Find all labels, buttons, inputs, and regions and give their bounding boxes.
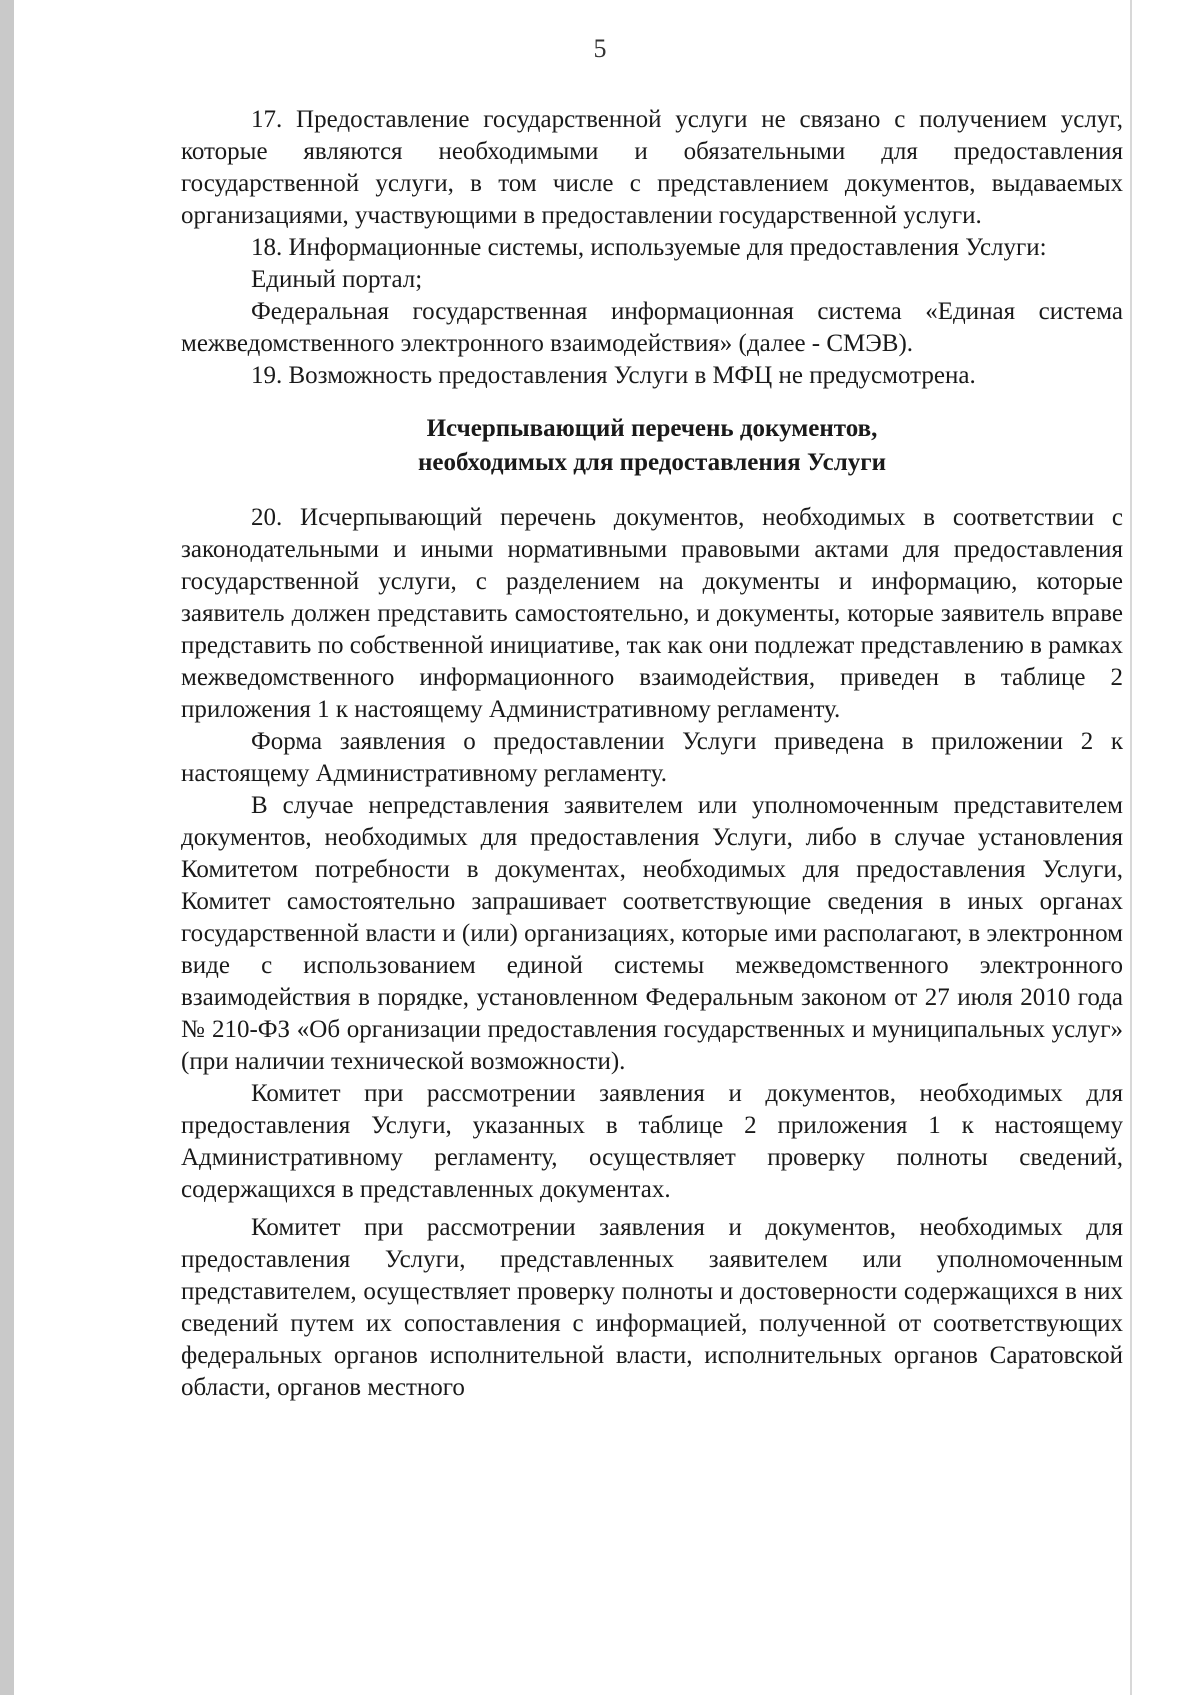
section-heading-line-2: необходимых для предоставления Услуги <box>418 449 886 476</box>
paragraph-17: 17. Предоставление государственной услуги не связано с получением услуг, которые являются необходимыми и обязательными для предоставления государственной услуги, в том числе с представлением документов, выдаваемых организациями, участвующими в предоставлении государственной услуги. <box>181 106 1123 229</box>
paragraph-20: 20. Исчерпывающий перечень документов, необходимых в соответствии с законодательными и иными нормативными правовыми актами для предоставления государственной услуги, с разделением на документы и информацию, которые заявитель должен представить самостоятельно, и документы, которые заявитель вправе представить по собственной инициативе, так как они подлежат представлению в рамках межведомственного информационного взаимодействия, приведен в таблице 2 приложения 1 к настоящему Административному регламенту. <box>181 504 1123 723</box>
section-heading-line-1: Исчерпывающий перечень документов, <box>426 415 878 442</box>
paragraph-application-form: Форма заявления о предоставлении Услуги приведена в приложении 2 к настоящему Административному регламенту. <box>181 728 1123 787</box>
paragraph-18: 18. Информационные системы, используемые для предоставления Услуги: <box>251 234 1047 261</box>
paragraph-interagency-request: В случае непредставления заявителем или уполномоченным представителем документов, необходимых для предоставления Услуги, либо в случае установления Комитетом потребности в документах, необходимых для предоставления Услуги, Комитет самостоятельно запрашивает соответствующие сведения в иных органах государственной власти и (или) организациях, которые ими располагают, в электронном виде с использованием единой системы межведомственного электронного взаимодействия в порядке, установленном Федеральным законом от 27 июля 2010 года № 210-ФЗ «Об организации предоставления государственных и муниципальных услуг» (при наличии технической возможности). <box>181 792 1123 1075</box>
paragraph-completeness-check: Комитет при рассмотрении заявления и документов, необходимых для предоставления Услуги, указанных в таблице 2 приложения 1 к настоящему Административному регламенту, осуществляет проверку полноты сведений, содержащихся в представленных документах. <box>181 1080 1123 1203</box>
paragraph-18-item-smev: Федеральная государственная информационная система «Единая система межведомственного электронного взаимодействия» (далее - СМЭВ). <box>181 298 1123 357</box>
paragraph-18-item-portal: Единый портал; <box>251 266 423 293</box>
section-heading <box>181 412 1123 480</box>
page-number: 5 <box>593 34 607 63</box>
paragraph-reliability-check: Комитет при рассмотрении заявления и документов, необходимых для предоставления Услуги, представленных заявителем или уполномоченным представителем, осуществляет проверку полноты и достоверности содержащихся в них сведений путем их сопоставления с информацией, полученной от соответствующих федеральных органов исполнительной власти, исполнительных органов Саратовской области, органов местного <box>181 1214 1123 1401</box>
paragraph-19: 19. Возможность предоставления Услуги в МФЦ не предусмотрена. <box>251 362 976 389</box>
document-body <box>181 104 1123 1404</box>
